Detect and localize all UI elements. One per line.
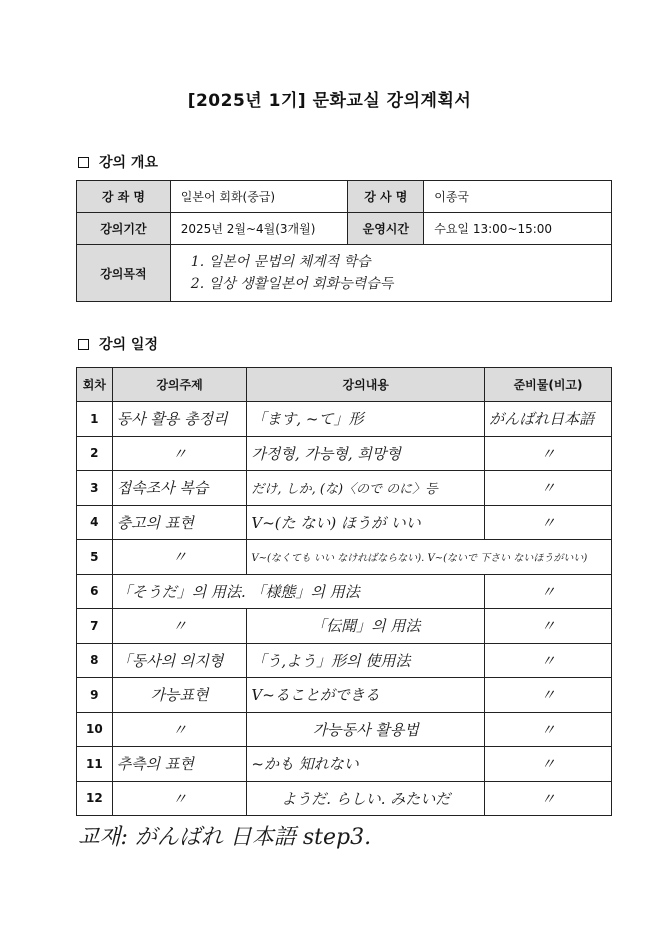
table-row [77, 574, 612, 609]
row-topic: 가능표현 [112, 678, 247, 713]
table-row [77, 505, 612, 540]
row-note: 〃 [485, 505, 612, 540]
row-no: 2 [77, 436, 113, 471]
schedule-table [76, 367, 612, 816]
row-topic: 동사 활용 총정리 [112, 402, 247, 437]
row-no: 8 [77, 643, 113, 678]
schedule-heading-text: 강의 일정 [99, 337, 158, 353]
row-topic: 접속조사 복습 [112, 471, 247, 506]
header-no: 회차 [77, 368, 113, 402]
row-no: 4 [77, 505, 113, 540]
page-title: [2025년 1기] 문화교실 강의계획서 [187, 91, 472, 111]
row-note: 〃 [485, 678, 612, 713]
row-note: 〃 [485, 747, 612, 782]
row-topic: 〃 [112, 781, 247, 816]
overview-table [76, 180, 612, 302]
course-label: 강 좌 명 [77, 181, 171, 213]
row-topic: 추측의 표현 [112, 747, 247, 782]
row-no: 10 [77, 712, 113, 747]
schedule-heading [78, 334, 158, 354]
textbook-note: 교재: がんばれ 日本語 step3. [78, 825, 372, 850]
row-topic: 충고의 표현 [112, 505, 247, 540]
row-note: 〃 [485, 574, 612, 609]
overview-heading-text: 강의 개요 [99, 155, 158, 171]
table-row [77, 643, 612, 678]
table-row [77, 781, 612, 816]
row-topic: 「동사의 의지형 [112, 643, 247, 678]
row-note: 〃 [485, 712, 612, 747]
time-label: 운영시간 [348, 213, 424, 245]
row-content: 「う,よう」形의 使用法 [247, 643, 485, 678]
table-row [77, 678, 612, 713]
overview-row-goal [77, 245, 612, 302]
overview-heading [78, 152, 158, 172]
instructor-label: 강 사 명 [348, 181, 424, 213]
goal-line-2: 2. 일상 생활일본어 회화능력습득 [190, 276, 394, 292]
table-row [77, 747, 612, 782]
table-row [77, 712, 612, 747]
row-content: V~(なくても いい なければならない). V~(ないで 下さい ないほうがいい) [247, 540, 612, 575]
row-topic: 〃 [112, 712, 247, 747]
row-no: 12 [77, 781, 113, 816]
schedule-header-row [77, 368, 612, 402]
row-note: 〃 [485, 609, 612, 644]
row-no: 9 [77, 678, 113, 713]
row-content: 「ます, ~て」形 [247, 402, 485, 437]
row-note: 〃 [485, 643, 612, 678]
instructor-value: 이종국 [424, 181, 612, 213]
row-content: ようだ. らしい. みたいだ [247, 781, 485, 816]
row-no: 1 [77, 402, 113, 437]
row-content: 가정형, 가능형, 희망형 [247, 436, 485, 471]
row-topic: 「そうだ」의 用法. 「様態」의 用法 [112, 574, 484, 609]
row-note: がんばれ日本語 [485, 402, 612, 437]
row-no: 7 [77, 609, 113, 644]
table-row [77, 436, 612, 471]
checkbox-icon [78, 157, 89, 168]
row-topic: 〃 [112, 436, 247, 471]
goal-line-1: 1. 일본어 문법의 체계적 학습 [190, 254, 371, 270]
row-content: だけ, しか, (な)〈ので のに〉등 [247, 471, 485, 506]
time-value: 수요일 13:00~15:00 [424, 213, 612, 245]
header-topic: 강의주제 [112, 368, 247, 402]
row-content: V~(た ない) ほうが いい [247, 505, 485, 540]
goal-label: 강의목적 [77, 245, 171, 302]
overview-row-course [77, 181, 612, 213]
header-content: 강의내용 [247, 368, 485, 402]
course-value: 일본어 회화(중급) [170, 181, 348, 213]
row-no: 3 [77, 471, 113, 506]
row-no: 11 [77, 747, 113, 782]
row-note: 〃 [485, 436, 612, 471]
row-content: V~ることができる [247, 678, 485, 713]
header-note: 준비물(비고) [485, 368, 612, 402]
table-row [77, 471, 612, 506]
row-content: ~かも 知れない [247, 747, 485, 782]
checkbox-icon [78, 339, 89, 350]
row-no: 6 [77, 574, 113, 609]
row-topic: 〃 [112, 540, 247, 575]
row-content: 가능동사 활용법 [247, 712, 485, 747]
row-note: 〃 [485, 471, 612, 506]
table-row [77, 540, 612, 575]
period-label: 강의기간 [77, 213, 171, 245]
table-row [77, 609, 612, 644]
row-content: 「伝聞」의 用法 [247, 609, 485, 644]
row-note: 〃 [485, 781, 612, 816]
row-topic: 〃 [112, 609, 247, 644]
period-value: 2025년 2월~4월(3개월) [170, 213, 348, 245]
overview-row-period [77, 213, 612, 245]
row-no: 5 [77, 540, 113, 575]
table-row [77, 402, 612, 437]
goal-value [170, 245, 611, 302]
